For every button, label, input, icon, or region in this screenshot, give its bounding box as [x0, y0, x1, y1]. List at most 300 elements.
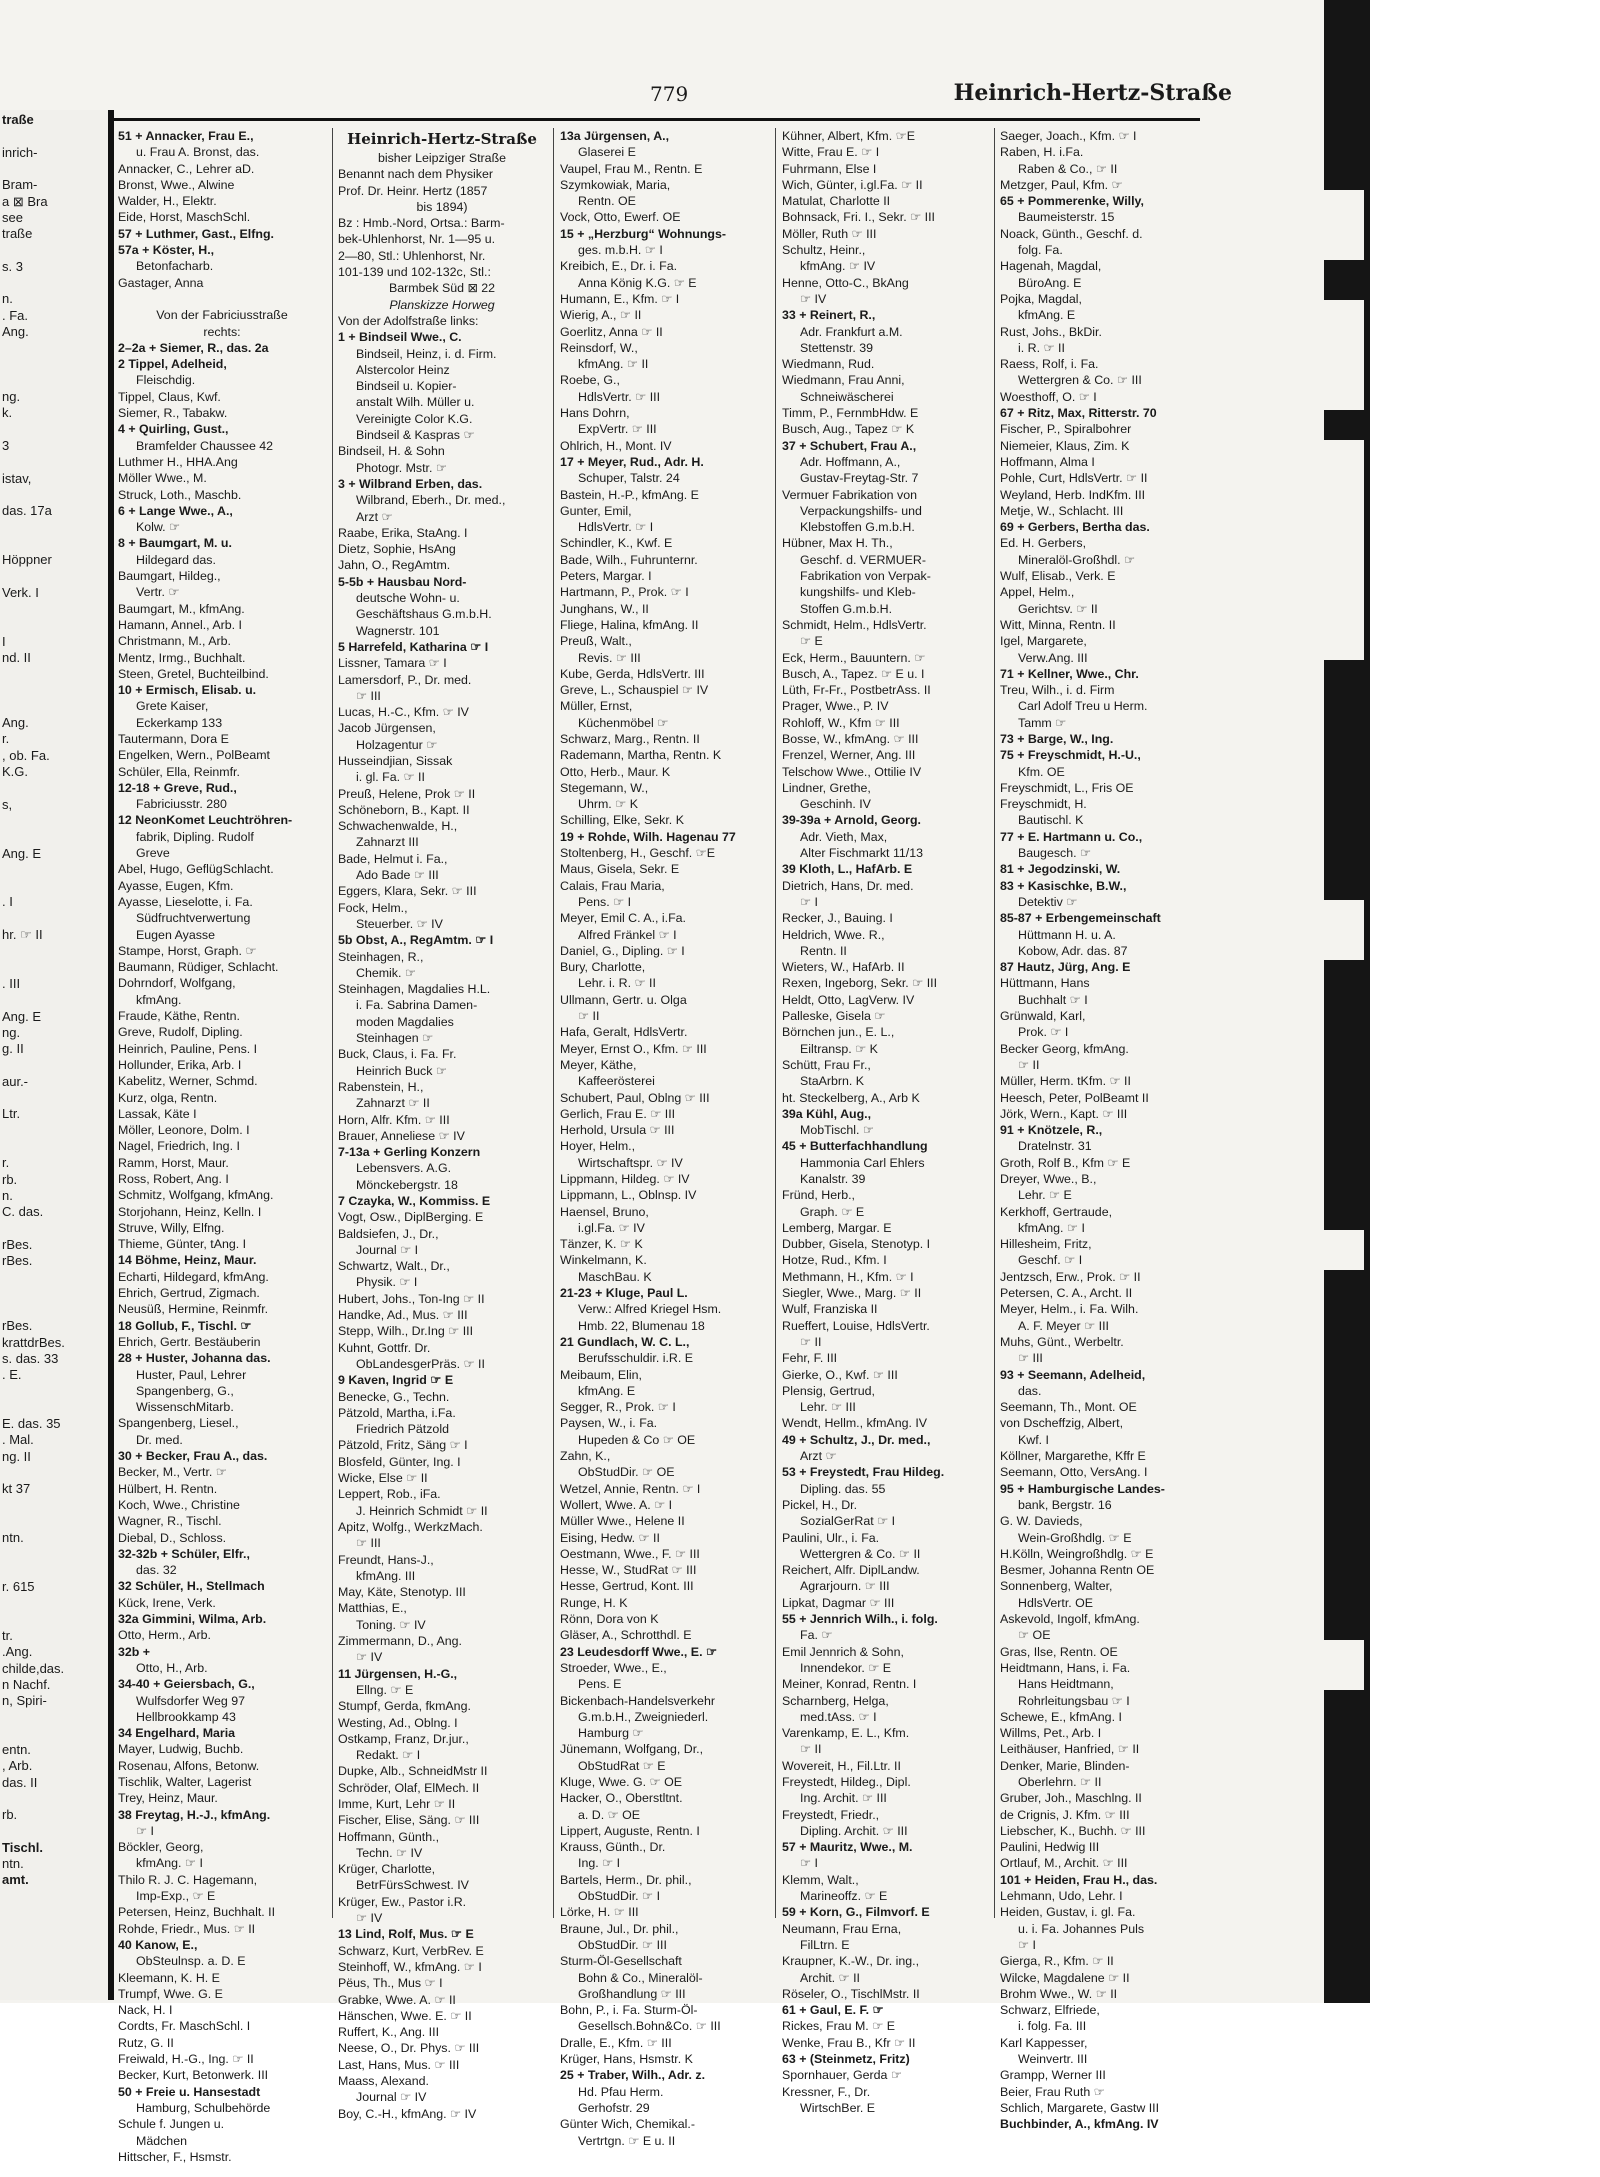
- directory-entry-line: Hamburg ☞: [578, 1726, 644, 1741]
- directory-entry-line: Henne, Otto-C., BkAng: [782, 275, 909, 290]
- directory-entry-line: Tippel, Claus, Kwf.: [118, 389, 221, 404]
- directory-entry-line: Wulf, Franziska II: [782, 1302, 878, 1317]
- directory-entry-line: Pätzold, Martha, i.Fa.: [338, 1405, 456, 1420]
- directory-entry-line: 57 + Mauritz, Wwe., M.: [782, 1840, 913, 1855]
- directory-entry-line: Pens. E: [578, 1677, 622, 1692]
- directory-entry-line: Wulfsdorfer Weg 97: [136, 1693, 246, 1708]
- directory-entry-line: Bury, Charlotte,: [560, 960, 646, 975]
- directory-entry-line: Rohde, Friedr., Mus. ☞ II: [118, 1921, 256, 1936]
- directory-entry-line: Trey, Heinz, Maur.: [118, 1791, 218, 1806]
- directory-entry-line: Mönckebergstr. 18: [356, 1177, 458, 1192]
- directory-entry-line: Hüttmann H. u. A.: [1018, 927, 1116, 942]
- previous-page-fragment: Ltr.: [2, 1106, 21, 1122]
- directory-entry-line: Lehr. ☞ III: [800, 1400, 856, 1415]
- directory-entry-line: Maus, Gisela, Sekr. E: [560, 862, 680, 877]
- directory-entry-line: 8 + Baumgart, M. u.: [118, 536, 232, 551]
- directory-entry-line: u. i. Fa. Johannes Puls: [1018, 1921, 1145, 1936]
- directory-entry-line: Ellng. ☞ E: [356, 1682, 414, 1697]
- directory-entry-line: WissenschMitarb.: [136, 1400, 234, 1415]
- previous-page-fragment: . I: [2, 894, 13, 910]
- directory-entry-line: Weyland, Herb. IndKfm. III: [1000, 487, 1146, 502]
- directory-entry-line: Frenzel, Werner, Ang. III: [782, 748, 916, 763]
- directory-entry-line: Bohn & Co., Mineralöl-: [578, 1970, 703, 1985]
- directory-entry-line: Winkelmann, K.: [560, 1253, 647, 1268]
- directory-entry-line: Meibaum, Elin,: [560, 1367, 642, 1382]
- directory-entry-line: Ortlauf, M., Archit. ☞ III: [1000, 1856, 1128, 1871]
- directory-entry-line: Wovereit, H., Fil.Ltr. II: [782, 1758, 901, 1773]
- directory-entry-line: Bade, Wilh., Fuhrunternr.: [560, 552, 698, 567]
- directory-entry-line: Eggers, Klara, Sekr. ☞ III: [338, 884, 477, 899]
- directory-entry-line: Hoffmann, Günth.,: [338, 1829, 440, 1844]
- directory-entry-line: Hotze, Rud., Kfm. I: [782, 1253, 887, 1268]
- previous-page-fragment: das. 17a: [2, 503, 52, 519]
- previous-page-fragment: n.: [2, 1187, 13, 1203]
- directory-entry-line: Hafa, Geralt, HdlsVertr.: [560, 1025, 688, 1040]
- directory-entry-line: Bohn, P., i. Fa. Sturm-Öl-: [560, 2003, 698, 2018]
- directory-entry-line: [118, 291, 326, 307]
- directory-entry-line: Carl Adolf Treu u Herm.: [1018, 699, 1148, 714]
- directory-entry-line: Heiden, Gustav, i. gl. Fa.: [1000, 1905, 1136, 1920]
- directory-entry-line: Methmann, H., Kfm. ☞ I: [782, 1269, 914, 1284]
- directory-entry-line: Raben, H. i.Fa.: [1000, 145, 1084, 160]
- directory-entry-line: 55 + Jennrich Wilh., i. folg.: [782, 1612, 938, 1627]
- directory-entry-line: Neumann, Frau Erna,: [782, 1921, 902, 1936]
- directory-entry-line: Prof. Dr. Heinr. Hertz (1857: [338, 183, 488, 198]
- directory-entry-line: Kfm. OE: [1018, 764, 1065, 779]
- directory-entry-line: 2 Tippel, Adelheid,: [118, 357, 227, 372]
- directory-entry-line: bek-Uhlenhorst, Nr. 1—95 u.: [338, 232, 496, 247]
- directory-entry-line: Wicke, Else ☞ II: [338, 1471, 428, 1486]
- directory-entry-line: Seemann, Th., Mont. OE: [1000, 1400, 1137, 1415]
- directory-entry-line: Dubber, Gisela, Stenotyp. I: [782, 1237, 931, 1252]
- directory-entry-line: Steuerber. ☞ IV: [356, 916, 443, 931]
- directory-entry-line: 71 + Kellner, Wwe., Chr.: [1000, 666, 1139, 681]
- directory-entry-line: Holzagentur ☞: [356, 737, 438, 752]
- directory-entry-line: Schindler, K., Kwf. E: [560, 536, 673, 551]
- directory-entry-line: Wettergren & Co. ☞ II: [800, 1546, 921, 1561]
- page-number: 779: [650, 82, 689, 106]
- directory-entry-line: 45 + Butterfachhandlung: [782, 1139, 928, 1154]
- directory-entry-line: Anna König K.G. ☞ E: [578, 275, 697, 290]
- directory-entry-line: ☞ II: [800, 1334, 822, 1349]
- directory-entry-line: Roebe, G.,: [560, 373, 620, 388]
- directory-entry-line: Hammonia Carl Ehlers: [800, 1155, 925, 1170]
- directory-entry-line: 18 Gollub, F., Tischl. ☞: [118, 1318, 252, 1333]
- previous-page-fragment: k.: [2, 405, 13, 421]
- directory-entry-line: Struck, Loth., Maschb.: [118, 487, 242, 502]
- directory-entry-line: Rust, Johs., BkDir.: [1000, 324, 1102, 339]
- directory-entry-line: Hildegard das.: [136, 552, 216, 567]
- directory-column-1: [118, 128, 326, 2165]
- directory-entry-line: ☞ I: [136, 1823, 154, 1838]
- directory-entry-line: Lipkat, Dagmar ☞ III: [782, 1595, 895, 1610]
- directory-entry-line: Baldsiefen, J., Dr.,: [338, 1226, 439, 1241]
- directory-entry-line: 21-23 + Kluge, Paul L.: [560, 1286, 688, 1301]
- directory-entry-line: Steinhagen, R.,: [338, 949, 424, 964]
- directory-entry-line: Arzt ☞: [356, 509, 393, 524]
- directory-entry-line: Hänschen, Wwe. E. ☞ II: [338, 2008, 472, 2023]
- directory-entry-line: Schmidt, Helm., HdlsVertr.: [782, 617, 927, 632]
- directory-entry-line: Hoffmann, Alma I: [1000, 454, 1095, 469]
- directory-entry-line: 25 + Traber, Wilh., Adr. z.: [560, 2068, 706, 2083]
- directory-entry-line: anstalt Wilh. Müller u.: [356, 395, 475, 410]
- directory-entry-line: Ross, Robert, Ang. I: [118, 1172, 229, 1186]
- directory-entry-line: Emil Jennrich & Sohn,: [782, 1644, 904, 1659]
- directory-entry-line: kfmAng. III: [356, 1568, 416, 1583]
- directory-entry-line: Ed. H. Gerbers,: [1000, 536, 1087, 551]
- directory-entry-line: Redakt. ☞ I: [356, 1748, 421, 1763]
- directory-entry-line: Geschf. d. VERMUER-: [800, 552, 926, 567]
- previous-page-fragment: tr.: [2, 1627, 13, 1643]
- directory-entry-line: Möller, Leonore, Dolm. I: [118, 1123, 250, 1138]
- directory-entry-line: Calais, Frau Maria,: [560, 878, 665, 893]
- directory-entry-line: Kluge, Wwe. G. ☞ OE: [560, 1774, 682, 1789]
- directory-entry-line: J. Heinrich Schmidt ☞ II: [356, 1503, 488, 1518]
- directory-entry-line: 91 + Knötzele, R.,: [1000, 1123, 1103, 1138]
- directory-entry-line: Lörke, H. ☞ III: [560, 1905, 639, 1920]
- directory-entry-line: Schubert, Paul, Oblng ☞ III: [560, 1090, 710, 1105]
- directory-entry-line: ObStudRat ☞ E: [578, 1758, 666, 1773]
- directory-entry-line: Westing, Ad., Oblng. I: [338, 1715, 458, 1730]
- directory-entry-line: Otto, Herm., Arb.: [118, 1628, 211, 1643]
- directory-entry-line: Paulini, Hedwig III: [1000, 1840, 1100, 1855]
- directory-entry-line: Groth, Rolf B., Kfm ☞ E: [1000, 1155, 1131, 1170]
- directory-entry-line: Steinhoff, W., kfmAng. ☞ I: [338, 1959, 482, 1974]
- directory-entry-line: kfmAng. ☞ I: [136, 1856, 203, 1871]
- directory-entry-line: Pätzold, Fritz, Säng ☞ I: [338, 1438, 468, 1453]
- directory-entry-line: 101 + Heiden, Frau H., das.: [1000, 1872, 1158, 1887]
- directory-entry-line: Ruffert, K., Ang. III: [338, 2025, 440, 2040]
- directory-entry-line: kfmAng. ☞ I: [1018, 1220, 1085, 1235]
- directory-entry-line: Wetzel, Annie, Rentn. ☞ I: [560, 1481, 701, 1496]
- previous-page-fragment: . E.: [2, 1367, 22, 1383]
- directory-entry-line: Kraupner, K.-W., Dr. ing.,: [782, 1954, 920, 1969]
- directory-entry-line: Grabke, Wwe. A. ☞ II: [338, 1992, 456, 2007]
- directory-entry-line: kungshilfs- und Kleb-: [800, 585, 916, 600]
- directory-entry-line: Dratelnstr. 31: [1018, 1139, 1092, 1154]
- directory-entry-line: 32a Gimmini, Wilma, Arb.: [118, 1612, 267, 1627]
- directory-entry-line: ExpVertr. ☞ III: [578, 422, 657, 437]
- previous-page-fragment: kt 37: [2, 1481, 31, 1497]
- directory-entry-line: Lüth, Fr-Fr., PostbetrAss. II: [782, 683, 931, 698]
- directory-entry-line: Stoffen G.m.b.H.: [800, 601, 893, 616]
- directory-entry-line: Ayasse, Eugen, Kfm.: [118, 878, 234, 893]
- directory-entry-line: Wiedmann, Rud.: [782, 357, 875, 372]
- directory-entry-line: Südfruchtverwertung: [136, 911, 251, 926]
- directory-entry-line: Kressner, F., Dr.: [782, 2084, 871, 2099]
- directory-entry-line: 4 + Quirling, Gust.,: [118, 422, 229, 437]
- directory-entry-line: Rohloff, W., Kfm ☞ III: [782, 715, 900, 730]
- directory-entry-line: Fleischdig.: [136, 373, 196, 388]
- directory-entry-line: Greve, L., Schauspiel ☞ IV: [560, 683, 709, 698]
- directory-entry-line: Appel, Helm.,: [1000, 585, 1075, 600]
- directory-entry-line: Berufsschuldir. i.R. E: [578, 1351, 694, 1366]
- directory-entry-line: Fabriciusstr. 280: [136, 797, 227, 812]
- directory-entry-line: 34 Engelhard, Maria: [118, 1726, 236, 1741]
- directory-entry-line: Bindseil, Heinz, i. d. Firm.: [356, 346, 497, 361]
- directory-entry-line: Baumann, Rüdiger, Schlacht.: [118, 960, 279, 975]
- directory-entry-line: Becker Georg, kfmAng.: [1000, 1041, 1129, 1056]
- directory-entry-line: Alstercolor Heinz: [356, 362, 450, 377]
- directory-entry-line: Busch, A., Tapez. ☞ E u. I: [782, 666, 925, 681]
- directory-entry-line: Hmb. 22, Blumenau 18: [578, 1318, 705, 1333]
- previous-page-fragment: ng.: [2, 1024, 21, 1040]
- directory-entry-line: Brohm Wwe., W. ☞ II: [1000, 1986, 1118, 2001]
- previous-page-fragment: hr. ☞ II: [2, 927, 43, 942]
- directory-entry-line: Hans Heidtmann,: [1018, 1677, 1114, 1692]
- directory-entry-line: Wenke, Frau B., Kfr ☞ II: [782, 2035, 916, 2050]
- directory-entry-line: Ullmann, Gertr. u. Olga: [560, 992, 687, 1007]
- directory-entry-line: Metzger, Paul, Kfm. ☞: [1000, 177, 1123, 192]
- directory-entry-line: Meyer, Emil C. A., i.Fa.: [560, 911, 686, 926]
- directory-entry-line: Böckler, Georg,: [118, 1840, 204, 1855]
- directory-entry-line: Gesellsch.Bohn&Co. ☞ III: [578, 2019, 721, 2034]
- directory-column-5: [1000, 128, 1222, 2133]
- directory-column-3: [560, 128, 768, 2149]
- directory-entry-line: Imp-Exp., ☞ E: [136, 1889, 216, 1904]
- directory-entry-line: A. F. Meyer ☞ III: [1018, 1318, 1109, 1333]
- previous-page-fragment: C. das.: [2, 1204, 44, 1220]
- directory-entry-line: Kolw. ☞: [136, 520, 181, 535]
- directory-entry-line: Gläser, A., Schrotthdl. E: [560, 1628, 692, 1643]
- previous-page-fragment: r.: [2, 731, 10, 747]
- directory-entry-line: Schröder, Olaf, ElMech. II: [338, 1780, 480, 1795]
- directory-entry-line: Grünwald, Karl,: [1000, 1009, 1086, 1024]
- directory-entry-line: Liebscher, K., Buchh. ☞ III: [1000, 1823, 1146, 1838]
- directory-entry-line: Varenkamp, E. L., Kfm.: [782, 1726, 910, 1741]
- directory-entry-line: 85-87 + Erbengemeinschaft: [1000, 911, 1161, 926]
- directory-entry-line: 57a + Köster, H.,: [118, 243, 215, 258]
- directory-entry-line: Rutz, G. II: [118, 2035, 174, 2050]
- directory-entry-line: 67 + Ritz, Max, Ritterstr. 70: [1000, 406, 1157, 421]
- directory-entry-line: Betonfacharb.: [136, 259, 214, 274]
- directory-entry-line: Stumpf, Gerda, fkmAng.: [338, 1699, 471, 1714]
- directory-entry-line: 63 + (Steinmetz, Fritz): [782, 2052, 910, 2067]
- directory-entry-line: Röseler, O., TischlMstr. II: [782, 1986, 920, 2001]
- previous-page-fragment: istav,: [2, 470, 32, 486]
- directory-entry-line: Jahn, O., RegAmtm.: [338, 558, 451, 573]
- directory-entry-line: Trumpf, Wwe. G. E: [118, 1986, 223, 2001]
- directory-entry-line: Schütt, Frau Fr.,: [782, 1057, 871, 1072]
- directory-entry-line: Marineoffz. ☞ E: [800, 1889, 888, 1904]
- previous-page-fragment: Höppner: [2, 552, 52, 568]
- directory-entry-line: 13 Lind, Rolf, Mus. ☞ E: [338, 1927, 474, 1942]
- directory-entry-line: 53 + Freystedt, Frau Hildeg.: [782, 1465, 945, 1480]
- previous-page-fragment: rb.: [2, 1807, 18, 1823]
- directory-entry-line: Pickel, H., Dr.: [782, 1497, 858, 1512]
- directory-entry-line: Baumeisterstr. 15: [1018, 210, 1115, 225]
- previous-page-fragment: E. das. 35: [2, 1416, 61, 1431]
- directory-entry-line: Schneiwäscherei: [800, 389, 894, 404]
- directory-entry-line: Krüger, Hans, Hsmstr. K: [560, 2052, 693, 2067]
- directory-entry-line: StaArbrn. K: [800, 1074, 865, 1089]
- directory-entry-line: 7 Czayka, W., Kommiss. E: [338, 1194, 491, 1208]
- directory-entry-line: Beier, Frau Ruth ☞: [1000, 2084, 1105, 2099]
- directory-entry-line: Becker, Kurt, Betonwerk. III: [118, 2068, 269, 2083]
- directory-entry-line: Stampe, Horst, Graph. ☞: [118, 943, 257, 958]
- directory-entry-line: Schwachenwalde, H.,: [338, 819, 458, 834]
- directory-entry-line: Lehr. ☞ E: [1018, 1188, 1072, 1203]
- directory-entry-line: 2—80, Stl.: Uhlenhorst, Nr.: [338, 248, 486, 263]
- directory-entry-line: Ing. Archit. ☞ III: [800, 1791, 887, 1806]
- directory-entry-line: Heinrich, Pauline, Pens. I: [118, 1041, 258, 1056]
- directory-entry-line: Dipling. das. 55: [800, 1481, 886, 1496]
- directory-entry-line: 32-32b + Schüler, Elfr.,: [118, 1546, 250, 1561]
- directory-entry-line: Wilbrand, Eberh., Dr. med.,: [356, 493, 506, 508]
- directory-entry-line: Gierga, R., Kfm. ☞ II: [1000, 1954, 1114, 1969]
- previous-page-fragment: Ang. E: [2, 1008, 42, 1024]
- directory-entry-line: fabrik, Dipling. Rudolf: [136, 829, 254, 844]
- directory-entry-line: Sturm-Öl-Gesellschaft: [560, 1954, 682, 1969]
- directory-entry-line: 10 + Ermisch, Elisab. u.: [118, 683, 257, 698]
- directory-entry-line: Tautermann, Dora E: [118, 731, 229, 746]
- directory-entry-line: Plensig, Gertrud,: [782, 1383, 875, 1398]
- previous-page-fragment: ng. II: [2, 1448, 31, 1464]
- previous-page-fragment: rb.: [2, 1171, 18, 1187]
- directory-entry-line: Eising, Hedw. ☞ II: [560, 1530, 660, 1545]
- directory-entry-line: Zahnarzt ☞ II: [356, 1096, 430, 1111]
- directory-entry-line: 75 + Freyschmidt, H.-U.,: [1000, 748, 1141, 763]
- directory-entry-line: Ing. ☞ I: [578, 1856, 621, 1871]
- directory-entry-line: Schlich, Margarete, Gastw III: [1000, 2100, 1160, 2115]
- directory-entry-line: Wagner, R., Tischl.: [118, 1514, 222, 1529]
- directory-entry-line: Schule f. Jungen u.: [118, 2117, 225, 2132]
- previous-page-fragment: n.: [2, 291, 13, 307]
- directory-entry-line: 5 Harrefeld, Katharina ☞ I: [338, 639, 489, 654]
- directory-entry-line: 5-5b + Hausbau Nord-: [338, 574, 467, 589]
- directory-entry-line: Engelken, Wern., PolBeamt: [118, 748, 270, 763]
- previous-page-fragment: das. II: [2, 1774, 38, 1790]
- directory-entry-line: Bronst, Wwe., Alwine: [118, 177, 235, 192]
- directory-entry-line: Dietz, Sophie, HsAng: [338, 542, 456, 557]
- directory-entry-line: Eugen Ayasse: [136, 927, 215, 942]
- directory-entry-line: ObStudDir. ☞ OE: [578, 1465, 675, 1480]
- directory-entry-line: Nack, H. I: [118, 2003, 173, 2018]
- directory-entry-line: Friedrich Pätzold: [356, 1422, 449, 1437]
- directory-entry-line: Lippmann, L., Oblnsp. IV: [560, 1188, 697, 1203]
- previous-page-fragment: traße: [2, 226, 33, 242]
- directory-entry-line: Schwarz, Marg., Rentn. II: [560, 731, 700, 746]
- directory-entry-line: Gustav-Freytag-Str. 7: [800, 471, 919, 486]
- previous-page-fragment: .Ang.: [2, 1644, 33, 1660]
- directory-entry-line: BetrFürsSchwest. IV: [356, 1878, 469, 1893]
- directory-entry-line: Imme, Kurt, Lehr ☞ II: [338, 1796, 456, 1811]
- directory-entry-line: Archit. ☞ II: [800, 1970, 860, 1985]
- directory-entry-line: Igel, Margarete,: [1000, 634, 1087, 649]
- directory-entry-line: Hartmann, P., Prok. ☞ I: [560, 585, 689, 600]
- directory-entry-line: HdlsVertr. ☞ I: [578, 520, 654, 535]
- directory-entry-line: Vogt, Osw., DiplBerging. E: [338, 1210, 484, 1225]
- previous-page-fragment: K.G.: [2, 764, 29, 779]
- directory-entry-line: Dralle, E., Kfm. ☞ III: [560, 2035, 672, 2050]
- directory-entry-line: ObSteulnsp. a. D. E: [136, 1954, 246, 1969]
- directory-entry-line: Preuß, Helene, Prok ☞ II: [338, 786, 476, 801]
- directory-entry-line: Leppert, Rob., iFa.: [338, 1487, 441, 1502]
- directory-entry-line: 59 + Korn, G., Filmvorf. E: [782, 1905, 930, 1920]
- directory-entry-line: Gerlich, Frau E. ☞ III: [560, 1106, 676, 1121]
- edge-mark: [1320, 1230, 1364, 1270]
- directory-entry-line: Fehr, F. III: [782, 1351, 838, 1366]
- directory-entry-line: Jörk, Wern., Kapt. ☞ III: [1000, 1106, 1128, 1121]
- directory-entry-line: Krüger, Charlotte,: [338, 1862, 436, 1877]
- directory-entry-line: 28 + Huster, Johanna das.: [118, 1351, 271, 1366]
- directory-entry-line: Müller, Ernst,: [560, 699, 633, 714]
- directory-entry-line: Innendekor. ☞ E: [800, 1660, 892, 1675]
- directory-entry-line: Bautischl. K: [1018, 813, 1084, 828]
- directory-entry-line: G.m.b.H., Zweigniederl.: [578, 1709, 709, 1724]
- directory-entry-line: ☞ II: [578, 1009, 600, 1024]
- directory-entry-line: Hoyer, Helm.,: [560, 1139, 636, 1154]
- directory-entry-line: Barmbek Süd ⊠ 22: [388, 281, 496, 296]
- running-head: Heinrich-Hertz-Straße: [953, 80, 1232, 106]
- directory-entry-line: Verw.Ang. III: [1018, 650, 1088, 665]
- directory-entry-line: Hillesheim, Fritz,: [1000, 1237, 1092, 1252]
- directory-entry-line: Heidtmann, Hans, i. Fa.: [1000, 1660, 1131, 1675]
- directory-entry-line: Humann, E., Kfm. ☞ I: [560, 291, 680, 306]
- directory-entry-line: Echarti, Hildegard, kfmAng.: [118, 1269, 269, 1284]
- directory-entry-line: Muhs, Günt., Werbeltr.: [1000, 1334, 1124, 1349]
- previous-page-fragment: ntn.: [2, 1856, 24, 1872]
- directory-entry-line: i. R. ☞ II: [1018, 340, 1065, 355]
- directory-entry-line: 21 Gundlach, W. C. L.,: [560, 1334, 690, 1349]
- directory-entry-line: Hollunder, Erika, Arb. I: [118, 1057, 242, 1072]
- column-divider: [994, 128, 995, 1918]
- directory-entry-line: Kabelitz, Werner, Schmd.: [118, 1074, 258, 1089]
- directory-entry-line: Bade, Helmut i. Fa.,: [338, 851, 448, 866]
- directory-entry-line: Hamann, Annel., Arb. I: [118, 617, 242, 632]
- directory-entry-line: Witte, Frau E. ☞ I: [782, 145, 880, 160]
- directory-entry-line: Gras, Ilse, Rentn. OE: [1000, 1644, 1118, 1659]
- directory-entry-line: Neese, O., Dr. Phys. ☞ III: [338, 2041, 480, 2056]
- directory-entry-line: 7-13a + Gerling Konzern: [338, 1145, 481, 1160]
- directory-entry-line: Vereinigte Color K.G.: [356, 411, 473, 426]
- directory-entry-line: Baumgart, M., kfmAng.: [118, 601, 245, 616]
- directory-entry-line: Benecke, G., Techn.: [338, 1389, 450, 1404]
- directory-entry-line: Dietrich, Hans, Dr. med.: [782, 878, 914, 893]
- directory-entry-line: 23 Leudesdorff Wwe., E. ☞: [560, 1644, 718, 1659]
- directory-entry-line: Toning. ☞ IV: [356, 1617, 426, 1632]
- directory-entry-line: ht. Steckelberg, A., Arb K: [782, 1090, 920, 1105]
- directory-entry-line: Daniel, G., Dipling. ☞ I: [560, 943, 685, 958]
- directory-entry-line: Boy, C.-H., kfmAng. ☞ IV: [338, 2106, 477, 2121]
- directory-entry-line: Woesthoff, O. ☞ I: [1000, 389, 1097, 404]
- directory-entry-line: Lamersdorf, P., Dr. med.: [338, 672, 472, 687]
- directory-entry-line: Oberlehrn. ☞ II: [1018, 1774, 1102, 1789]
- directory-entry-line: Stoltenberg, H., Geschf. ☞E: [560, 846, 716, 861]
- directory-entry-line: 32 Schüler, H., Stellmach: [118, 1579, 265, 1594]
- directory-entry-line: 51 + Annacker, Frau E.,: [118, 129, 254, 143]
- previous-page-fragment: Ang. E: [2, 845, 42, 861]
- directory-entry-line: Gierke, O., Kwf. ☞ III: [782, 1367, 898, 1382]
- directory-entry-line: Busch, Aug., Tapez ☞ K: [782, 422, 915, 437]
- directory-entry-line: Günter Wich, Chemikal.-: [560, 2117, 695, 2132]
- directory-entry-line: Gastager, Anna: [118, 275, 204, 290]
- directory-entry-line: Schwarz, Elfriede,: [1000, 2003, 1100, 2018]
- directory-entry-line: Spangenberg, Liesel.,: [118, 1416, 239, 1431]
- directory-entry-line: 13a Jürgensen, A.,: [560, 129, 670, 143]
- directory-entry-line: Von der Fabriciusstraße: [156, 308, 288, 323]
- directory-entry-line: Adr. Frankfurt a.M.: [800, 324, 903, 339]
- edge-mark: [1320, 300, 1364, 410]
- directory-entry-line: Matthias, E.,: [338, 1601, 407, 1616]
- directory-entry-line: Witt, Minna, Rentn. II: [1000, 617, 1116, 632]
- directory-entry-line: ObLandesgerPräs. ☞ II: [356, 1356, 485, 1371]
- directory-entry-line: 40 Kanow, E.,: [118, 1937, 198, 1952]
- directory-entry-line: Benannt nach dem Physiker: [338, 167, 493, 182]
- directory-entry-line: Willms, Pet., Arb. I: [1000, 1726, 1102, 1741]
- edge-mark: [1320, 190, 1364, 260]
- directory-entry-line: ges. m.b.H. ☞ I: [578, 243, 663, 258]
